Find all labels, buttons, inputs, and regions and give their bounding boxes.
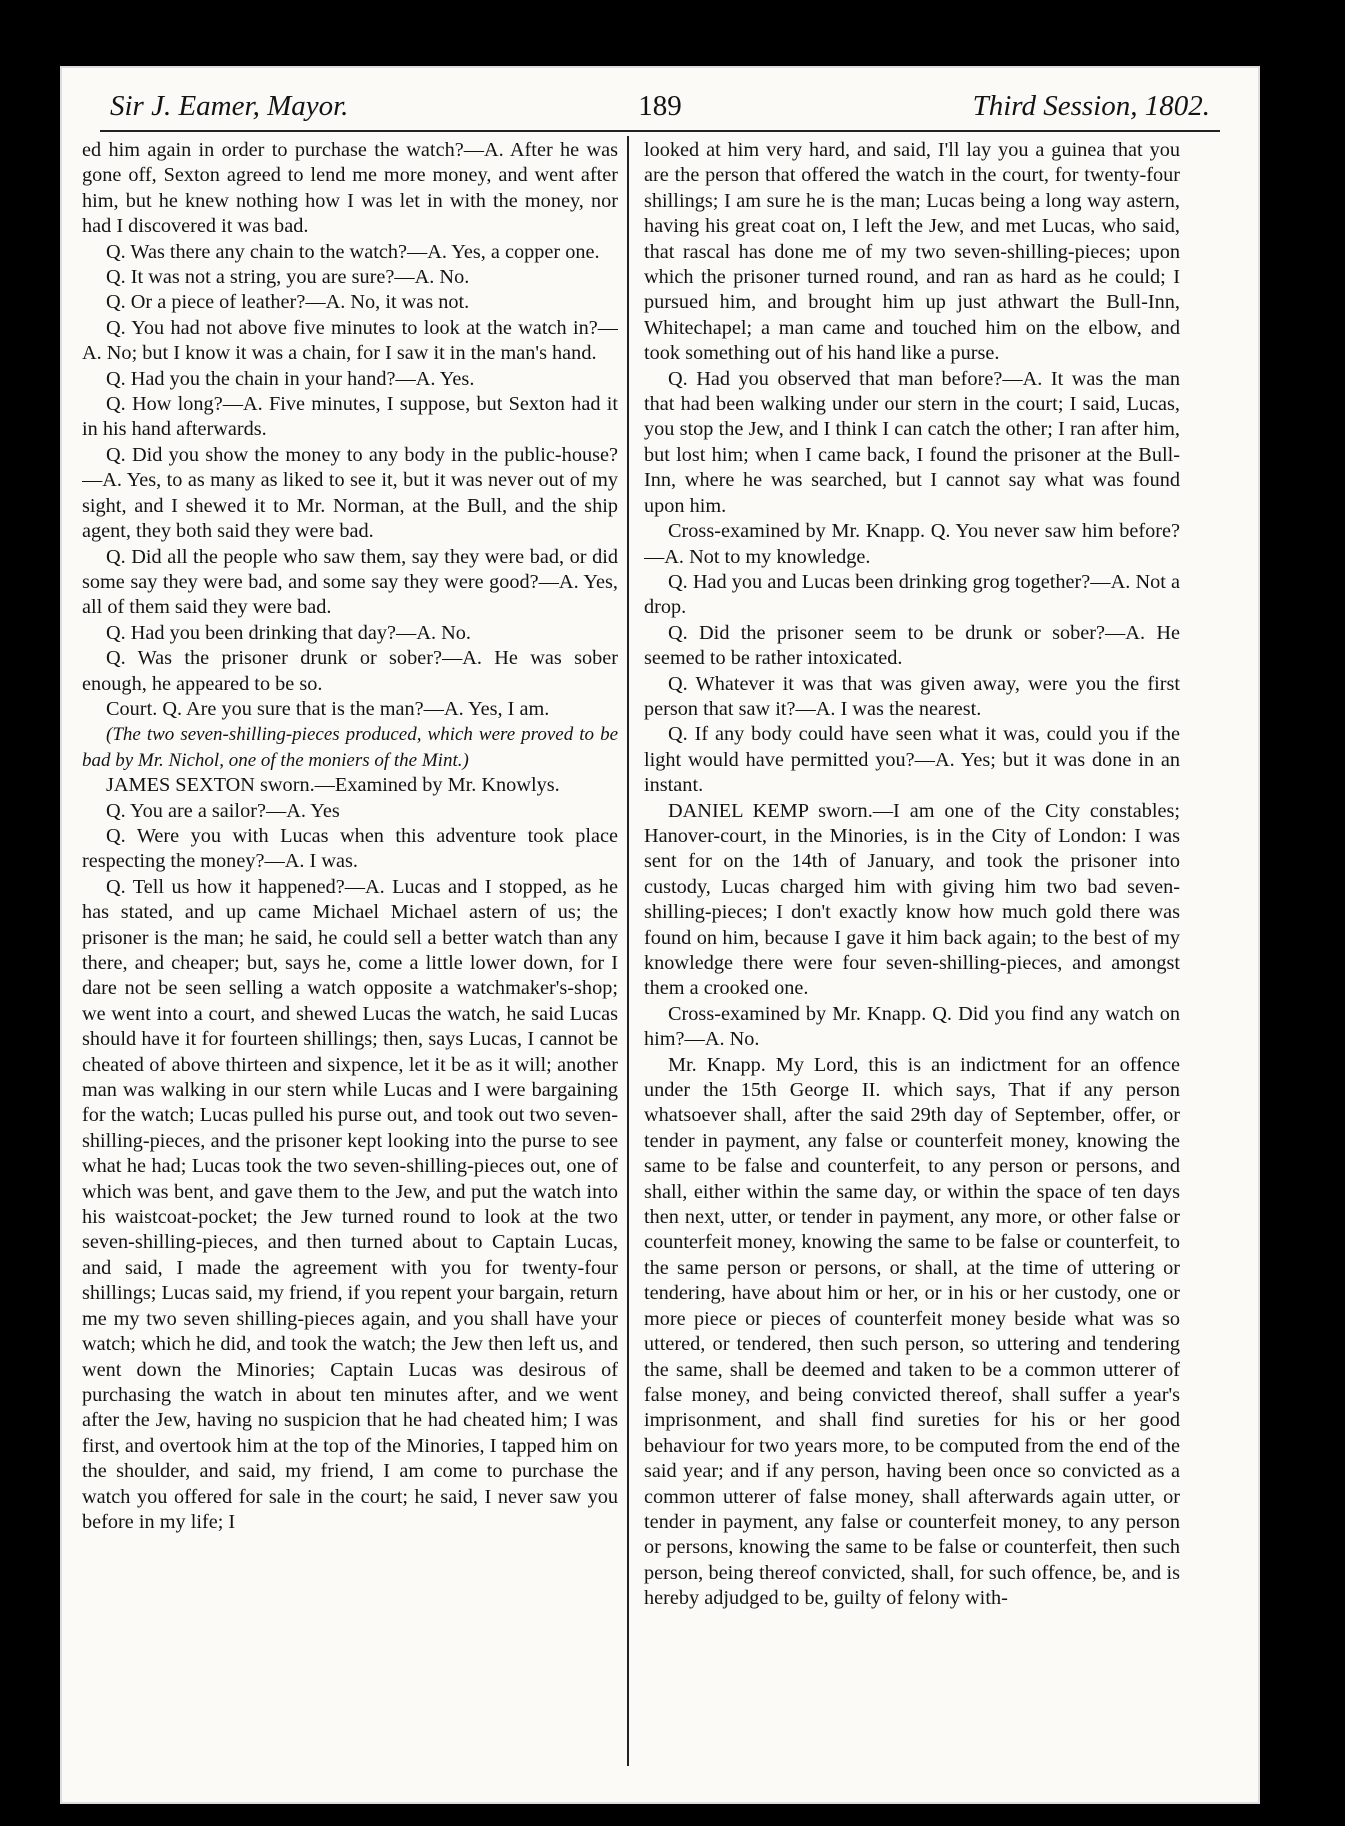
column-divider bbox=[627, 136, 629, 1766]
paragraph: Q. Tell us how it happened?—A. Lucas and I stopped, as he has stated, and up came Michael Michael astern of us; the prisoner is the man; he said, he could sell a better watch than any there, and cheaper; but, says he, come a little lower down, for I dare not be seen selling a watch opposite a watchmaker's-shop; we went into a court, and shewed Lucas the watch, he said Lucas should have it for fourteen shillings; then, says Lucas, I cannot be cheated of above thirteen and sixpence, let it be as it will; another man was walking in our stern while Lucas and I were bargaining for the watch; Lucas pulled his purse out, and took out two seven-shilling-pieces, and the prisoner kept looking into the purse to see what he had; Lucas took the two seven-shilling-pieces out, one of which was bent, and gave them to the Jew, and put the watch into his waistcoat-pocket; the Jew turned round to look at the two seven-shilling-pieces, and then turned about to Captain Lucas, and said, I made the agreement with you for twenty-four shillings; Lucas said, my friend, if you repent your bargain, return me my two seven shilling-pieces again, and you shall have your watch; which he did, and took the watch; the Jew then left us, and went down the Minories; Captain Lucas was desirous of purchasing the watch in about ten minutes after, and we went after the Jew, having no suspicion that he had cheated him; I was first, and overtook him at the top of the Minories, I tapped him on the shoulder, and said, my friend, I am come to purchase the watch you offered for sale in the court; he said, I never saw you before in my life; I bbox=[82, 875, 618, 1533]
counsel-argument: Mr. Knapp. My Lord, this is an indictment for an offence under the 15th George II. which says, That if any person whatsoever shall, after the said 29th day of September, offer, or tender in payment, any false or counterfeit money, knowing the same to be false and counterfeit, to any person or persons, and shall, either within the same day, or within the space of ten days then next, utter, or tender in payment, any more, or other false or counterfeit money, knowing the same to be false or counterfeit, to the same person or persons, or shall, at the time of uttering or tendering, have about him or her, or in his or her custody, one or more piece or pieces of counterfeit money beside what was so uttered, or tendered, then such person, so uttering and tendering the same, shall be deemed and taken to be a common utterer of false money, and being convicted thereof, shall suffer a year's imprisonment, and shall find sureties for his or her good behaviour for two years more, to be computed from the end of the said year; and if any person, having been once so convicted as a common utterer of false money, shall afterwards again utter, or tender in payment, any false or counterfeit money, to any person or persons, knowing the same to be false or counterfeit, then such person, being thereof convicted, shall, for such offence, be, and is hereby adjudged to be, guilty of felony with- bbox=[644, 1053, 1180, 1610]
witness-testimony: DANIEL KEMP sworn.—I am one of the City constables; Hanover-court, in the Minories, is in the City of London: I was sent for on the 14th of January, and took the prisoner into custody, Lucas charged him with giving him two bad seven-shilling-pieces; I don't exactly know how much gold there was found on him, because I gave it him back again; to the best of my knowledge there were four seven-shilling-pieces, and amongst them a crooked one. bbox=[644, 799, 1180, 1000]
paragraph: Q. Was there any chain to the watch?—A. Yes, a copper one. bbox=[106, 240, 600, 263]
paragraph: Q. Or a piece of leather?—A. No, it was not. bbox=[106, 291, 470, 314]
header-session: Third Session, 1802. bbox=[972, 90, 1210, 122]
paragraph: Q. You had not above five minutes to look at the watch in?—A. No; but I know it was a chain, for I saw it in the man's hand. bbox=[82, 316, 618, 365]
paragraph: Q. Had you observed that man before?—A. It was the man that had been walking under our stern in the court; I said, Lucas, you stop the Jew, and I think I can catch the other; I ran after him, but lost him; when I came back, I found the prisoner at the Bull-Inn, where he was searched, but I cannot say what was found upon him. bbox=[644, 367, 1180, 517]
header-mayor: Sir J. Eamer, Mayor. bbox=[110, 90, 349, 122]
running-header bbox=[100, 86, 1220, 132]
paragraph: Q. Had you been drinking that day?—A. No. bbox=[106, 621, 471, 644]
paragraph: ed him again in order to purchase the watch?—A. After he was gone off, Sexton agreed to lend me more money, and went after him, but he knew nothing how I was let in with the money, nor had I discovered it was bad. bbox=[82, 139, 618, 238]
witness-heading: JAMES SEXTON sworn.—Examined by Mr. Knowlys. bbox=[106, 774, 560, 797]
right-column bbox=[644, 138, 1180, 1788]
page-number: 189 bbox=[638, 90, 682, 122]
paragraph: Q. Did the prisoner seem to be drunk or sober?—A. He seemed to be rather intoxicated. bbox=[644, 621, 1180, 670]
paragraph: Q. Whatever it was that was given away, were you the first person that saw it?—A. I was the nearest. bbox=[644, 672, 1180, 720]
paragraph: Q. Had you the chain in your hand?—A. Yes. bbox=[106, 367, 475, 390]
paragraph: looked at him very hard, and said, I'll lay you a guinea that you are the person that offered the watch in the court, for twenty-four shillings; I am sure he is the man; Lucas being a long way astern, having his great coat on, I left the Jew, and met Lucas, who said, that rascal has done me of my two seven-shilling-pieces; upon which the prisoner turned round, and ran as hard as he could; I pursued him, and brought him up just athwart the Bull-Inn, Whitechapel; a man came and touched him on the elbow, and took something out of his hand like a purse. bbox=[644, 139, 1180, 365]
paragraph: Court. Q. Are you sure that is the man?—A. Yes, I am. bbox=[106, 697, 550, 720]
paragraph: Q. If any body could have seen what it was, could you if the light would have permitted you?—A. Yes; but it was done in an instant. bbox=[644, 723, 1180, 797]
paragraph: Q. Were you with Lucas when this adventure took place respecting the money?—A. I was. bbox=[82, 824, 618, 873]
header-rule bbox=[100, 130, 1220, 132]
document-page bbox=[60, 66, 1260, 1804]
cross-examination: Cross-examined by Mr. Knapp. Q. You never saw him before?—A. Not to my knowledge. bbox=[644, 520, 1180, 568]
paragraph: Q. It was not a string, you are sure?—A. No. bbox=[106, 266, 470, 289]
cross-examination: Cross-examined by Mr. Knapp. Q. Did you find any watch on him?—A. No. bbox=[644, 1002, 1180, 1051]
paragraph: Q. Did all the people who saw them, say they were bad, or did some say they were bad, and some say they were good?—A. Yes, all of them said they were bad. bbox=[82, 545, 618, 619]
left-column bbox=[82, 138, 618, 1788]
paragraph: Q. You are a sailor?—A. Yes bbox=[106, 799, 340, 822]
exhibit-note: (The two seven-shilling-pieces produced, which were proved to be bad by Mr. Nichol, one of the moniers of the Mint.) bbox=[82, 724, 618, 771]
paragraph: Q. How long?—A. Five minutes, I suppose, but Sexton had it in his hand afterwards. bbox=[82, 393, 618, 441]
paragraph: Q. Had you and Lucas been drinking grog together?—A. Not a drop. bbox=[644, 570, 1180, 619]
paragraph: Q. Was the prisoner drunk or sober?—A. He was sober enough, he appeared to be so. bbox=[82, 647, 618, 695]
paragraph: Q. Did you show the money to any body in the public-house?—A. Yes, to as many as liked to see it, but it was never out of my sight, and I shewed it to Mr. Norman, at the Bull, and the ship agent, they both said they were bad. bbox=[82, 443, 618, 543]
